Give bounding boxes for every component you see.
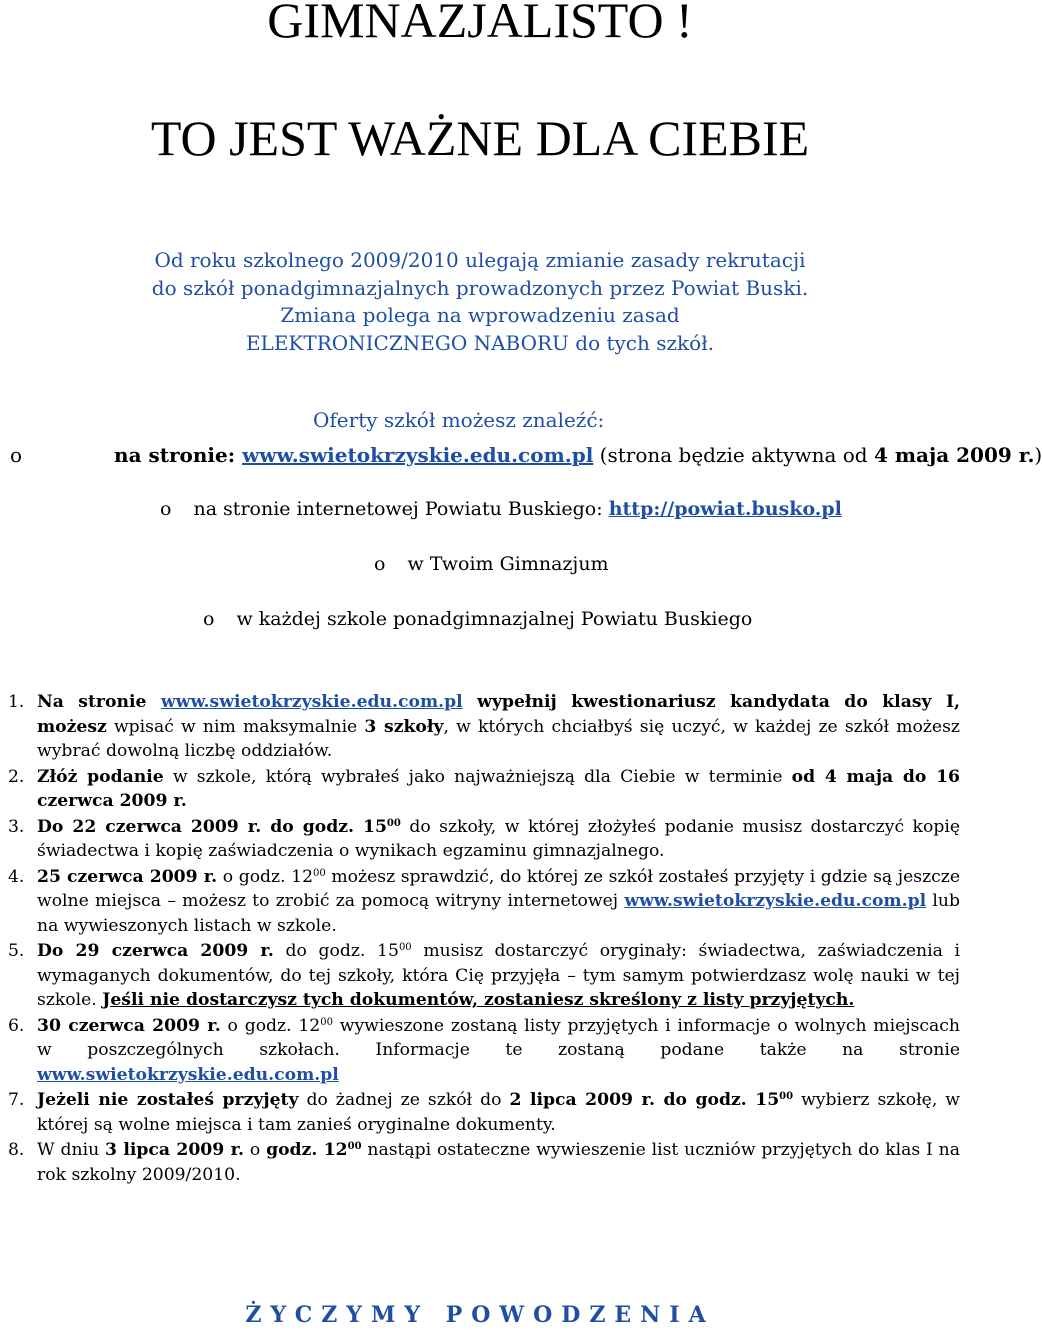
bullet-marker: o xyxy=(160,498,172,520)
footer-wish: ŻYCZYMY POWODZENIA xyxy=(245,1302,715,1328)
step-5-text-a: Do 29 czerwca 2009 r. xyxy=(37,941,274,961)
offers-item-4 xyxy=(203,608,752,630)
step-2-text-a: Złóż podanie xyxy=(37,766,164,787)
step-4-text-d: lub na wywieszonych listach w szkole. xyxy=(37,891,960,936)
bullet-marker: o xyxy=(10,443,23,467)
step-3-text-b: do szkoły, w której złożyłeś podanie musisz dostarczyć kopię świadectwa i kopię zaświadczenia o wynikach egzaminu gimnazjalnego. xyxy=(37,816,960,861)
offers-item-2 xyxy=(160,498,842,520)
step-8-text-c: o xyxy=(244,1140,267,1160)
intro-line-3: Zmiana polega na wprowadzeniu zasad xyxy=(280,303,680,327)
step-number: 8. xyxy=(8,1140,25,1160)
step-8-text-a: W dniu xyxy=(37,1140,105,1160)
offers-link-swietokrzyskie[interactable]: www.swietokrzyskie.edu.com.pl xyxy=(242,443,594,467)
step-8-text-e: nastąpi ostateczne wywieszenie list uczniów przyjętych do klas I na rok szkolny 2009/2010. xyxy=(37,1140,960,1185)
offers-item-1-label: na stronie: xyxy=(114,443,243,467)
step-1-text-c: możesz xyxy=(37,716,107,737)
intro-line-2: do szkół ponadgimnazjalnych prowadzonych przez Powiat Buski. xyxy=(151,276,809,300)
step-number: 5. xyxy=(8,941,25,961)
step-5-sup: 00 xyxy=(398,942,412,953)
steps-list xyxy=(8,690,960,1187)
step-6-text-a: 30 czerwca 2009 r. xyxy=(37,1015,221,1036)
step-4-text-c: możesz sprawdzić, do której ze szkół zostałeś przyjęty i gdzie są jeszcze wolne miejsca – możesz to zrobić za pomocą witryny internetowej xyxy=(37,866,961,911)
step-4-text-b: o godz. 12 xyxy=(217,866,314,887)
step-number: 7. xyxy=(8,1090,25,1110)
step-6-text-b: o godz. 12 xyxy=(220,1015,321,1036)
step-5-warning: Jeśli nie dostarczysz tych dokumentów, zostaniesz skreślony z listy przyjętych. xyxy=(102,990,855,1010)
step-1-text-e: 3 szkoły xyxy=(364,716,444,737)
step-number: 2. xyxy=(8,766,25,787)
offers-heading: Oferty szkół możesz znaleźć: xyxy=(313,408,605,432)
step-7-sup: 00 xyxy=(779,1091,794,1102)
step-number: 3. xyxy=(8,816,25,837)
step-4-sup: 00 xyxy=(313,867,326,879)
step-1-link[interactable]: www.swietokrzyskie.edu.com.pl xyxy=(160,692,463,712)
step-number: 1. xyxy=(8,692,25,712)
step-5-text-c: musisz dostarczyć oryginały: świadectwa, zaświadczenia i wymaganych dokumentów, do tej szkoły, która Cię przyjęła – tym samym potwierdzasz wolę nauki w tej szkole. xyxy=(37,941,961,1010)
step-number: 6. xyxy=(8,1015,25,1036)
step-2 xyxy=(8,765,960,814)
step-5 xyxy=(8,939,960,1013)
step-3 xyxy=(8,815,960,864)
step-5-text-b: do godz. 15 xyxy=(273,941,399,961)
page-title: GIMNAZJALISTO ! xyxy=(267,0,693,48)
step-7 xyxy=(8,1088,960,1137)
intro-line-1: Od roku szkolnego 2009/2010 ulegają zmianie zasady rekrutacji xyxy=(154,248,806,272)
page-subtitle: TO JEST WAŻNE DLA CIEBIE xyxy=(150,110,810,166)
step-7-text-b: do żadnej ze szkół do xyxy=(298,1090,510,1110)
step-7-text-a: Jeżeli nie zostałeś przyjęty xyxy=(37,1090,299,1110)
step-2-text-c: od 4 maja do 16 czerwca 2009 r. xyxy=(37,766,960,811)
offers-item-1 xyxy=(10,443,1042,467)
offers-item-2-label: na stronie internetowej Powiatu Buskiego: xyxy=(193,498,609,520)
step-4-text-a: 25 czerwca 2009 r. xyxy=(37,866,218,887)
step-1 xyxy=(8,690,960,764)
step-8 xyxy=(8,1138,960,1187)
step-4 xyxy=(8,865,960,939)
step-4-link[interactable]: www.swietokrzyskie.edu.com.pl xyxy=(624,891,927,911)
step-7-text-c: 2 lipca 2009 r. do godz. 15 xyxy=(509,1090,780,1110)
step-2-text-b: w szkole, którą wybrałeś jako najważniejszą dla Ciebie w terminie xyxy=(163,766,792,787)
step-6 xyxy=(8,1014,960,1088)
step-7-text-d: wybierz szkołę, w której są wolne miejsca i tam zanieś oryginalne dokumenty. xyxy=(37,1090,961,1135)
step-8-sup: 00 xyxy=(347,1141,362,1152)
offers-item-1-note: (strona będzie aktywna od xyxy=(593,443,874,467)
step-8-text-b: 3 lipca 2009 r. xyxy=(105,1140,245,1160)
offers-item-3 xyxy=(374,553,609,575)
offers-item-1-close: ) xyxy=(1034,443,1042,467)
step-6-link[interactable]: www.swietokrzyskie.edu.com.pl xyxy=(37,1064,339,1085)
step-1-text-b: wypełnij kwestionariusz kandydata do klasy I, xyxy=(462,692,960,712)
offers-link-powiat[interactable]: http://powiat.busko.pl xyxy=(608,498,842,520)
offers-item-1-date: 4 maja 2009 r. xyxy=(873,443,1035,467)
step-number: 4. xyxy=(8,866,25,887)
step-8-text-d: godz. 12 xyxy=(266,1140,348,1160)
offers-item-4-label: w każdej szkole ponadgimnazjalnej Powiatu Buskiego xyxy=(236,608,753,630)
step-6-text-c: wywieszone zostaną listy przyjętych i informacje o wolnych miejscach w poszczególnych szkołach. Informacje te zostaną podane także na stronie xyxy=(37,1015,960,1060)
bullet-marker: o xyxy=(203,608,215,630)
step-3-text-a: Do 22 czerwca 2009 r. do godz. 15 xyxy=(37,816,387,837)
step-1-text-f: , w których chciałbyś się uczyć, w każdej ze szkół możesz wybrać dowolną liczbę oddziałów. xyxy=(37,716,960,761)
intro-line-4: ELEKTRONICZNEGO NABORU do tych szkół. xyxy=(245,331,715,355)
step-3-sup: 00 xyxy=(386,817,401,829)
step-1-text-d: wpisać w nim maksymalnie xyxy=(106,716,365,737)
step-6-sup: 00 xyxy=(320,1016,333,1028)
offers-item-3-label: w Twoim Gimnazjum xyxy=(407,553,609,575)
step-1-text-a: Na stronie xyxy=(37,692,161,712)
bullet-marker: o xyxy=(374,553,386,575)
